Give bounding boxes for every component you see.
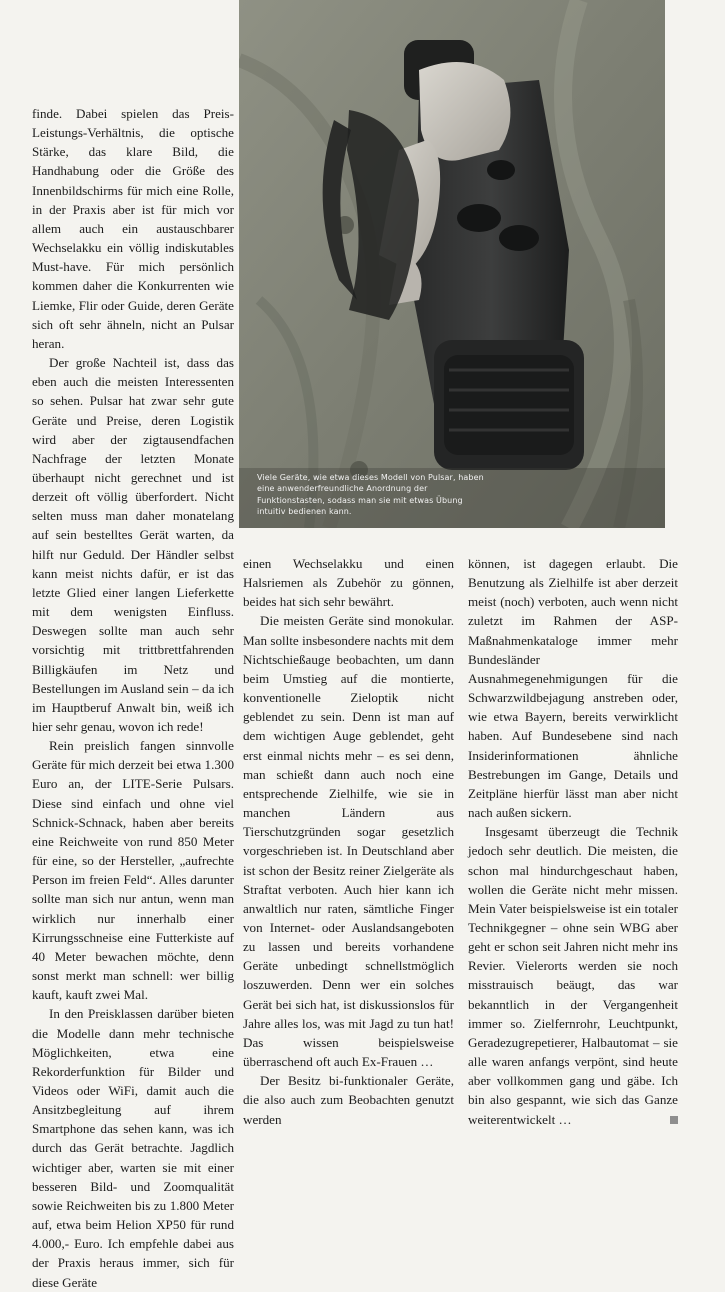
article-column-1	[32, 104, 234, 1292]
end-of-article-square-icon	[670, 1116, 678, 1124]
article-column-2	[243, 554, 454, 1129]
paragraph: finde. Dabei spielen das Preis-Leistungs-Verhältnis, die optische Stärke, das klare Bild, die Handhabung oder die Größe des Innenbildschirms für mich eine Rolle, in der Praxis aber ist für mich vor allem auch ein austauschbarer Wechselakku ein völlig indiskutables Must-have. Für mich persönlich kommen daher die Konkurrenten wie Liemke, Flir oder Guide, deren Geräte sich oft sehr ähneln, nicht an Pulsar heran.	[32, 106, 234, 351]
article-column-3	[468, 554, 678, 1129]
thermal-monocular-photo	[239, 0, 665, 528]
paragraph: Rein preislich fangen sinnvolle Geräte für mich derzeit bei etwa 1.300 Euro an, der LITE-Serie Pulsars. Diese sind einfach und ohne viel Schnick-Schnack, haben aber bereits eine Reichweite von rund 850 Meter für eine, so der Hersteller, „aufrechte Person im freien Feld“. Alles darunter sollte man sich nur antun, wenn man wirklich nur innerhalb einer Kirrungsschneise eine Futterkiste auf 40 Meter bewachen möchte, denn sonst merkt man schnell: wer billig kauft, kauft zwei Mal.	[32, 738, 234, 1003]
paragraph: In den Preisklassen darüber bieten die Modelle dann mehr technische Möglichkeiten, etwa eine Rekorderfunktion für Bilder und Videos oder WiFi, damit auch die Ansitzbegleitung auf ihrem Smartphone das sehen kann, was ich durch das Gerät betrachte. Jagdlich wichtiger aber, warten sie mit einer besseren Bild- und Zoomqualität sowie Reichweiten bis zu 1.800 Meter auf, etwa beim Helion XP50 für rund 4.000,- Euro. Ich empfehle dabei aus der Praxis heraus immer, sich für diese Geräte	[32, 1006, 234, 1290]
paragraph: Der Besitz bi-funktionaler Geräte, die also auch zum Beobachten genutzt werden	[243, 1073, 454, 1127]
paragraph-text: Insgesamt überzeugt die Technik jedoch sehr deutlich. Die meisten, die schon mal hindurchgeschaut haben, wollen die Geräte nicht mehr missen. Mein Vater beispielsweise ist ein totaler Technikgegner – ohne sein WBG aber geht er schon seit Jahren nicht mehr ins Revier. Vielerorts werden sie noch misstrauisch beäugt, das war bekanntlich in der Vergangenheit immer so. Zielfernrohr, Leuchtpunkt, Geradezugrepetierer, Halbautomat – sie alle waren anfangs verpönt, sind heute aber vollkommen gang und gäbe. Ich bin also gespannt, wie sich das Ganze weiterentwickelt …	[468, 824, 678, 1127]
photo-caption: Viele Geräte, wie etwa dieses Modell von Pulsar, haben eine anwenderfreundliche Anordnung der Funktionstasten, sodass man sie mit etwas Übung intuitiv bedienen kann.	[257, 472, 484, 517]
article-photo	[239, 0, 665, 528]
paragraph: Der große Nachteil ist, dass das eben auch die meisten Interessenten so sehen. Pulsar hat zwar sehr gute Geräte und Preise, deren Logistik wird aber der zigtausendfachen Nachfrage der letzten Monate überhaupt nicht gerechnet und ist derzeit oft völlig überfordert. Nicht selten muss man daher monatelang auf sein bestelltes Gerät warten, da hilft nur Geduld. Der Händler selbst kann meist nichts dafür, er ist das letzte Glied einer langen Lieferkette mit dem wenigsten Einfluss. Deswegen sollte man auch sehr vorsichtig mit trittbrettfahrenden Billigkäufen im Netz und Bestellungen im Ausland sein – da ich im Hauptberuf Anwalt bin, weiß ich hier sehr genau, wovon ich rede!	[32, 355, 234, 734]
paragraph-last	[468, 822, 678, 1129]
paragraph: einen Wechselakku und einen Halsriemen als Zubehör zu gönnen, beides hat sich sehr bewährt.	[243, 556, 454, 610]
paragraph: können, ist dagegen erlaubt. Die Benutzung als Zielhilfe ist aber derzeit meist (noch) verboten, auch wenn nicht zuletzt im Rahmen der ASP-Maßnahmenkataloge immer mehr Bundesländer Ausnahmegenehmigungen für die Schwarzwildbejagung anstreben oder, wie etwa Bayern, bereits verwirklicht haben. Auf Bundesebene sind nach Insiderinformationen ähnliche Bestrebungen im Gange, Details und Zeitpläne hierfür lässt man aber nicht nach außen sickern.	[468, 556, 678, 821]
paragraph: Die meisten Geräte sind monokular. Man sollte insbesondere nachts mit dem Nichtschießauge beobachten, um dann beim Umstieg auf die montierte, konventionelle Zieloptik nicht geblendet zu sein. Denn ist man auf dem wichtigen Auge geblendet, geht erst einmal nichts mehr – es sei denn, man schießt dann auch noch eine entsprechende Zielhilfe, wie sie in manchen Ländern aus Tierschutzgründen sogar gesetzlich vorgeschrieben ist. In Deutschland aber ist schon der Besitz reiner Zielgeräte als Straftat verboten. Auch hier kann ich anwaltlich nur raten, sämtliche Finger von Internet- oder Auslandsangeboten zu lassen und bereits vorhandene Geräte unbedingt schnellstmöglich loszuwerden. Denn wer ein solches Gerät bei sich hat, ist diskussionslos für Jahre alles los, was mit Jagd zu tun hat! Das wissen beispielsweise überraschend oft auch Ex-Frauen …	[243, 613, 454, 1070]
